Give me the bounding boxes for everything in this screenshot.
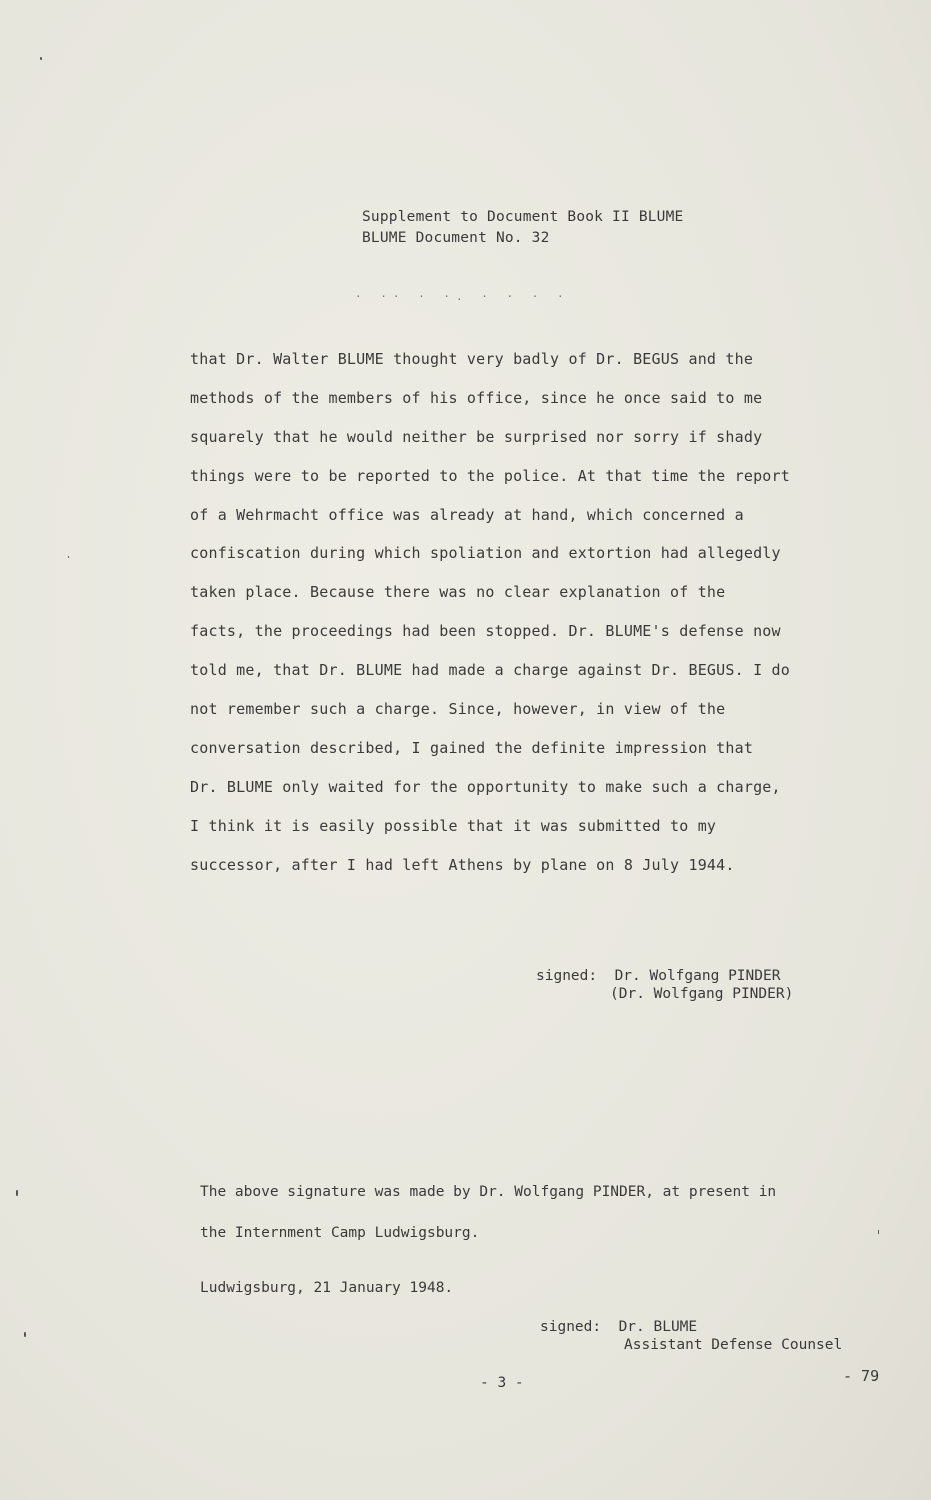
body-line: methods of the members of his office, since he once said to me — [190, 388, 763, 407]
paper-speck — [68, 556, 69, 558]
body-line: not remember such a charge. Since, however, in view of the — [190, 700, 726, 719]
document-header — [362, 207, 683, 249]
body-line: things were to be reported to the police. At that time the report — [190, 466, 790, 485]
place-and-date: Ludwigsburg, 21 January 1948. — [200, 1280, 454, 1296]
document-page-number: - 79 — [843, 1367, 880, 1385]
paper-speck — [16, 1190, 18, 1196]
body-line: I think it is easily possible that it was submitted to my — [190, 816, 717, 835]
body-line: that Dr. Walter BLUME thought very badly of Dr. BEGUS and the — [190, 350, 754, 368]
body-line: told me, that Dr. BLUME had made a charge against Dr. BEGUS. I do — [190, 661, 790, 680]
body-line: confiscation during which spoliation and extortion had allegedly — [190, 544, 781, 563]
body-line: squarely that he would neither be surprised nor sorry if shady — [190, 427, 763, 446]
signer-title: Assistant Defense Counsel — [624, 1337, 843, 1353]
body-line: successor, after I had left Athens by plane on 8 July 1944. — [190, 855, 735, 874]
body-text — [190, 340, 840, 884]
signed-label: signed: — [540, 1319, 602, 1335]
signed-label: signed: — [536, 968, 598, 984]
page-number: - 3 - — [480, 1375, 524, 1391]
attestation-line-1: The above signature was made by Dr. Wolfgang PINDER, at present in — [200, 1184, 777, 1200]
body-line: Dr. BLUME only waited for the opportunity to make such a charge, — [190, 777, 781, 796]
paper-speck — [24, 1332, 26, 1337]
header-line-1: Supplement to Document Book II BLUME — [362, 209, 684, 225]
body-line: taken place. Because there was no clear explanation of the — [190, 583, 726, 602]
signer-name-parenthetical: (Dr. Wolfgang PINDER) — [610, 986, 794, 1002]
body-line: conversation described, I gained the definite impression that — [190, 738, 754, 757]
attestation-line-2: the Internment Camp Ludwigsburg. — [200, 1225, 480, 1241]
attestation — [200, 1180, 776, 1262]
body-line: of a Wehrmacht office was already at hand, which concerned a — [190, 505, 744, 524]
header-line-2: BLUME Document No. 32 — [362, 230, 550, 246]
faded-marks: · ·· · ·. · · · · — [355, 290, 570, 303]
paper-speck — [40, 57, 42, 60]
paper-speck — [878, 1230, 879, 1234]
signature-block-blume — [540, 1318, 842, 1354]
body-line: facts, the proceedings had been stopped. Dr. BLUME's defense now — [190, 622, 781, 641]
signer-name: Dr. BLUME — [618, 1319, 698, 1335]
signature-block-pinder — [536, 967, 793, 1003]
signer-name: Dr. Wolfgang PINDER — [614, 968, 781, 984]
